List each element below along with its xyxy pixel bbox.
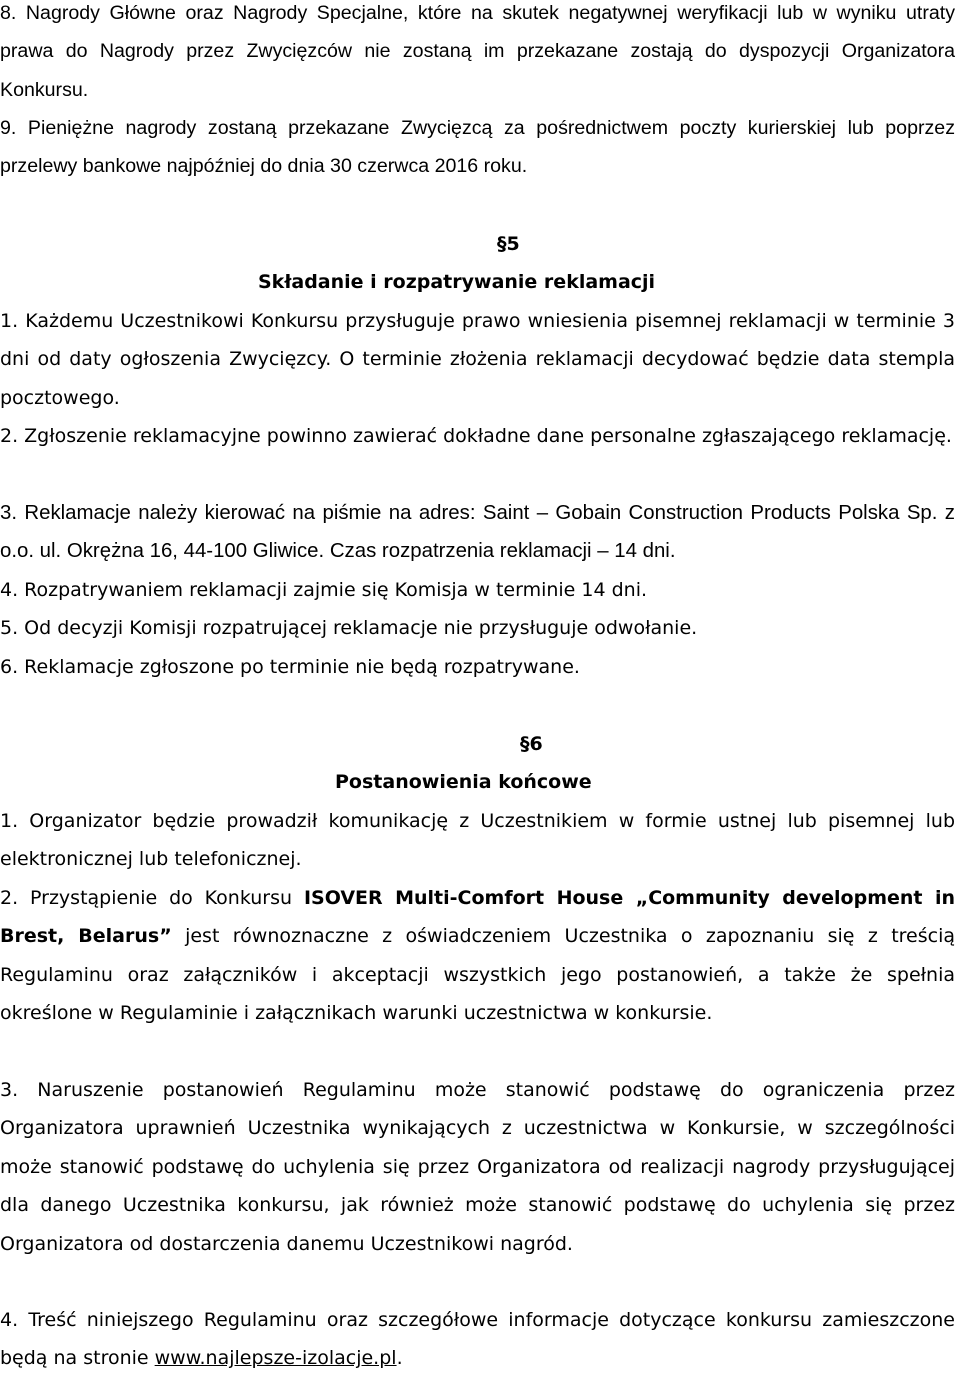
paragraph-5-3: 3. Reklamacje należy kierować na piśmie na adres: Saint – Gobain Construction Products Polska Sp. z o.o. ul. Okrężna 16, 44-100 Gliwice. Czas rozpatrzenia reklamacji – 14 dni.: [0, 502, 955, 563]
paragraph-6-3: 3. Naruszenie postanowień Regulaminu może stanowić podstawę do ograniczenia przez Organizatora uprawnień Uczestnika wynikających z uczestnictwa w Konkursie, w szczególności może stanowić podstawę do uchylenia się przez Organizatora od realizacji nagrody przysługującej dla danego Uczestnika konkursu, jak również może stanowić podstawę do uchylenia się przez Organizatora od dostarczenia danemu Uczestnikowi nagród.: [0, 1079, 955, 1255]
paragraph-6-4-end: .: [396, 1347, 403, 1370]
paragraph-6-1: 1. Organizator będzie prowadził komunikację z Uczestnikiem w formie ustnej lub pisemnej lub elektronicznej lub telefonicznej.: [0, 810, 955, 871]
paragraph-6-4: [0, 1301, 955, 1378]
paragraph-6-4-lead: 4. Treść niniejszego Regulaminu oraz szczegółowe informacje dotyczące konkursu zamieszczone będą na stronie: [0, 1309, 955, 1370]
paragraph-6-2-lead: 2. Przystąpienie do Konkursu: [0, 887, 304, 909]
paragraph-5-6: 6. Reklamacje zgłoszone po terminie nie będą rozpatrywane.: [0, 656, 580, 678]
paragraph-5-5: 5. Od decyzji Komisji rozpatrującej reklamacje nie przysługuje odwołanie.: [0, 617, 698, 639]
paragraph-6-2: [0, 879, 955, 1033]
paragraph-5-2: 2. Zgłoszenie reklamacyjne powinno zawierać dokładne dane personalne zgłaszającego reklamację.: [0, 425, 952, 447]
website-link[interactable]: www.najlepsze-izolacje.pl: [154, 1347, 397, 1370]
contest-name: ISOVER Multi-Comfort House „Community development in Brest, Belarus”: [0, 887, 955, 948]
paragraph-6-2-rest: jest równoznaczne z oświadczeniem Uczestnika o zapoznaniu się z treścią Regulaminu oraz załączników i akceptacji wszystkich jego postanowień, a także że spełnia określone w Regulaminie i załącznikach warunki uczestnictwa w konkursie.: [0, 925, 956, 1025]
paragraph-5-4: 4. Rozpatrywaniem reklamacji zajmie się Komisja w terminie 14 dni.: [0, 579, 648, 601]
paragraph-4-9: 9. Pieniężne nagrody zostaną przekazane Zwycięzcą za pośrednictwem poczty kurierskiej lub poprzez przelewy bankowe najpóźniej do dnia 30 czerwca 2016 roku.: [0, 117, 955, 178]
paragraph-4-8: 8. Nagrody Główne oraz Nagrody Specjalne, które na skutek negatywnej weryfikacji lub w wyniku utraty prawa do Nagrody przez Zwycięzców nie zostaną im przekazane zostają do dyspozycji Organizatora Konkursu.: [0, 2, 955, 101]
paragraph-5-1: 1. Każdemu Uczestnikowi Konkursu przysługuje prawo wniesienia pisemnej reklamacji w terminie 3 dni od daty ogłoszenia Zwycięzcy. O terminie złożenia reklamacji decydować będzie data stempla pocztowego.: [0, 310, 955, 409]
